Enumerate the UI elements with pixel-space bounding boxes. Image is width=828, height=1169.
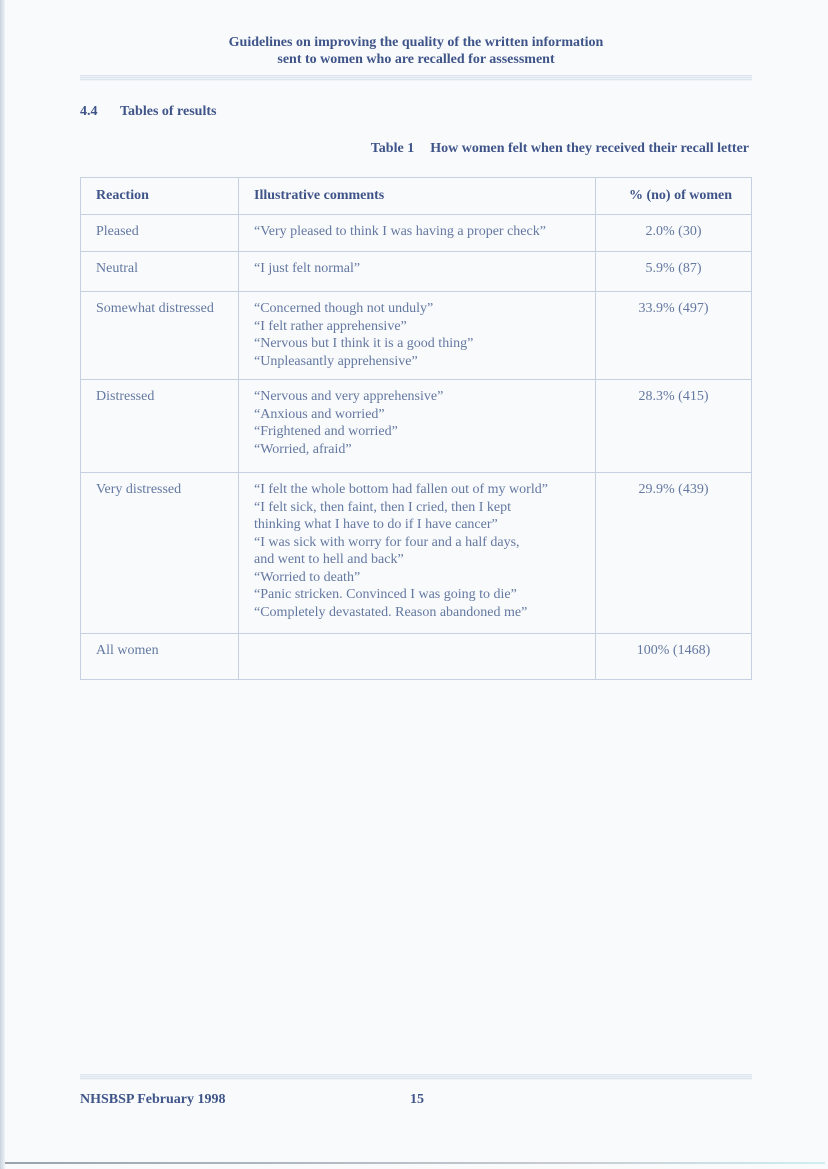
comment-line: “I just felt normal” (254, 261, 361, 276)
comment-line: “I felt the whole bottom had fallen out of my world” (254, 482, 548, 497)
percent-cell: 5.9% (87) (596, 252, 752, 292)
table-row-total (81, 634, 752, 680)
comment-line: “Nervous and very apprehensive” (254, 389, 444, 404)
comment-line: “Worried, afraid” (254, 441, 352, 457)
comment-line: “Completely devastated. Reason abandoned me” (254, 604, 528, 620)
comment-line: and went to hell and back” (254, 552, 404, 567)
percent-cell: 2.0% (30) (596, 215, 752, 252)
column-header-reaction: Reaction (81, 178, 239, 215)
header-rule (80, 75, 752, 81)
page-bottom-edge (5, 1162, 825, 1164)
comments-cell (239, 380, 596, 473)
table-label: Table 1 (370, 141, 415, 156)
comment-line: “I felt rather apprehensive” (254, 318, 407, 334)
comment-line: “Nervous but I think it is a good thing” (254, 336, 474, 351)
page-edge-shadow (0, 0, 5, 1169)
comment-line: “Worried to death” (254, 569, 361, 585)
table-header-row (81, 178, 752, 215)
table-row (81, 215, 752, 252)
comment-line: “I felt sick, then faint, then I cried, then I kept (254, 499, 511, 515)
footer-rule (80, 1074, 752, 1080)
comment-line: “Unpleasantly apprehensive” (254, 353, 418, 369)
section-heading (80, 104, 216, 120)
footer-publication: NHSBSP February 1998 (80, 1092, 226, 1107)
reaction-cell: Very distressed (81, 473, 239, 634)
header-line-2: sent to women who are recalled for assessment (277, 52, 555, 67)
comments-cell (239, 215, 596, 252)
comment-line: “I was sick with worry for four and a half days, (254, 534, 520, 550)
reaction-cell: All women (81, 634, 239, 680)
table-row (81, 473, 752, 634)
comment-line: thinking what I have to do if I have cancer” (254, 517, 498, 532)
comment-line: “Panic stricken. Convinced I was going to die” (254, 587, 517, 602)
table-caption-text: How women felt when they received their recall letter (430, 141, 749, 156)
percent-cell: 33.9% (497) (596, 292, 752, 380)
running-header (80, 34, 752, 68)
comment-line: “Concerned though not unduly” (254, 301, 434, 316)
header-line-1: Guidelines on improving the quality of the written information (228, 35, 604, 50)
comment-line: “Frightened and worried” (254, 424, 398, 439)
percent-cell: 100% (1468) (596, 634, 752, 680)
table-row (81, 380, 752, 473)
section-title: Tables of results (120, 104, 217, 119)
comments-cell (239, 473, 596, 634)
comments-cell (239, 252, 596, 292)
percent-cell: 29.9% (439) (596, 473, 752, 634)
table-caption (371, 141, 749, 157)
comment-line: “Very pleased to think I was having a proper check” (254, 224, 546, 239)
column-header-percent: % (no) of women (596, 178, 752, 215)
table-row (81, 252, 752, 292)
reaction-cell: Pleased (81, 215, 239, 252)
reaction-cell: Distressed (81, 380, 239, 473)
reaction-cell: Neutral (81, 252, 239, 292)
comment-line: “Anxious and worried” (254, 406, 385, 422)
comments-cell (239, 634, 596, 680)
reaction-cell: Somewhat distressed (81, 292, 239, 380)
percent-cell: 28.3% (415) (596, 380, 752, 473)
results-table (80, 177, 752, 680)
table-row (81, 292, 752, 380)
column-header-comments: Illustrative comments (239, 178, 596, 215)
section-number: 4.4 (80, 104, 98, 119)
comments-cell (239, 292, 596, 380)
page-number: 15 (410, 1092, 424, 1107)
